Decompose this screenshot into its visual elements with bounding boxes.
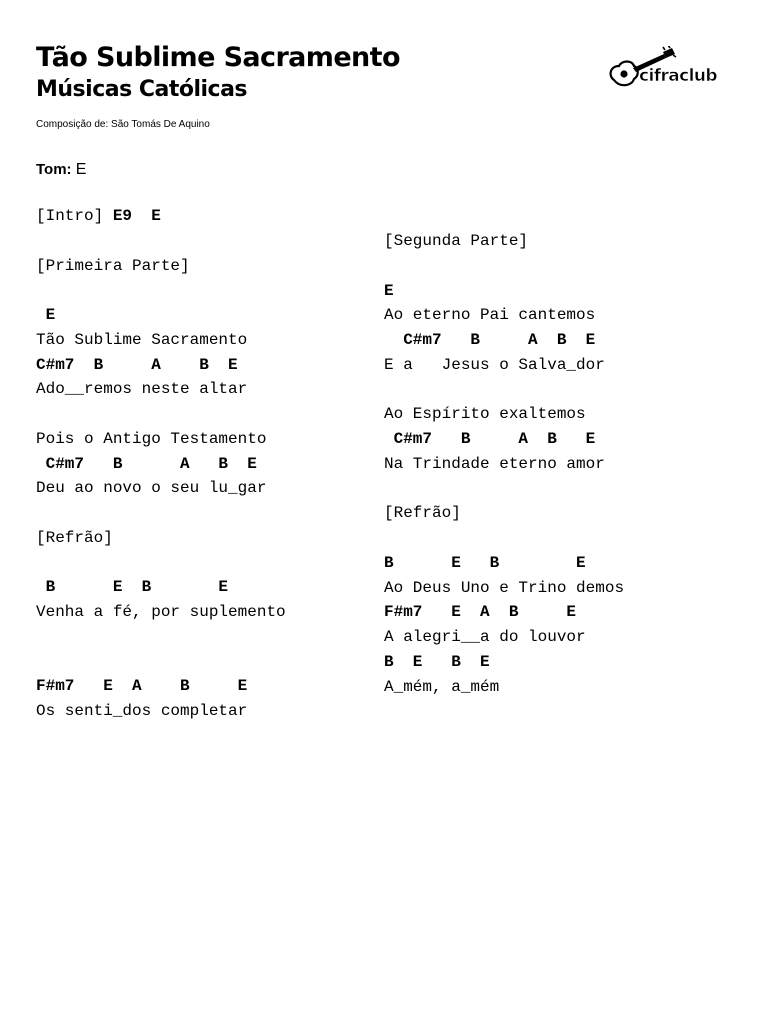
section-name: [Refrão] — [36, 528, 113, 547]
lyric-line: Na Trindade eterno amor — [384, 454, 605, 473]
chord-line: C#m7 B A B E — [384, 331, 596, 349]
lyric-line: Deu ao novo o seu lu_gar — [36, 479, 267, 498]
left-column — [36, 204, 286, 724]
section-label — [36, 254, 286, 279]
blank-line — [384, 378, 624, 403]
chord-line: C#m7 B A B E — [36, 454, 257, 473]
blank-line — [384, 526, 624, 551]
section-name: [Refrão] — [384, 504, 461, 523]
lyric-line: Ao eterno Pai cantemos — [384, 306, 596, 325]
song-title: Tão Sublime Sacramento — [36, 42, 400, 73]
chord-line: E — [384, 281, 394, 300]
section-name: [Segunda Parte] — [384, 232, 529, 250]
blank-line — [36, 229, 286, 254]
blank-line — [36, 625, 286, 650]
section-label — [384, 229, 624, 254]
blank-line — [36, 650, 286, 675]
cifraclub-logo — [606, 46, 722, 96]
chord-line: B E B E — [384, 652, 490, 671]
chord-line: B E B E — [384, 553, 586, 572]
section-label — [36, 526, 286, 551]
section-label — [36, 204, 286, 229]
chord-line: F#m7 E A B E — [36, 677, 248, 696]
chord-line: E — [36, 306, 56, 324]
key-value: E — [75, 161, 87, 178]
lyric-line: Os senti_dos completar — [36, 702, 248, 720]
blank-line — [36, 402, 286, 427]
artist-name: Músicas Católicas — [36, 77, 248, 102]
lyric-line: E a Jesus o Salva_dor — [384, 355, 605, 374]
lyric-line: A_mém, a_mém — [384, 677, 500, 696]
logo-text: cifraclub — [639, 66, 717, 86]
section-chords: E9 E — [112, 207, 161, 225]
lyric-line: Ao Espírito exaltemos — [384, 405, 586, 424]
lyric-line: Pois o Antigo Testamento — [36, 429, 267, 448]
section-name: [Primeira Parte] — [36, 256, 190, 275]
lyric-line: A alegri__a do louvor — [384, 628, 586, 646]
section-name: [Intro] — [36, 207, 113, 225]
chord-line: B E B E — [36, 578, 229, 597]
lyric-line: Venha a fé, por suplemento — [36, 603, 286, 621]
lyric-line: Tão Sublime Sacramento — [36, 330, 248, 349]
song-key — [36, 159, 86, 181]
blank-line — [36, 501, 286, 526]
blank-line — [36, 551, 286, 576]
right-column — [384, 229, 624, 699]
chord-line: C#m7 B A B E — [384, 430, 596, 448]
chord-line: C#m7 B A B E — [36, 355, 238, 374]
lyric-line: Ado__remos neste altar — [36, 380, 248, 399]
key-label: Tom: — [36, 161, 72, 178]
section-label — [384, 501, 624, 526]
blank-line — [36, 278, 286, 303]
blank-line — [384, 477, 624, 502]
composer-credit: Composição de: São Tomás De Aquino — [36, 119, 210, 130]
chord-line: F#m7 E A B E — [384, 603, 577, 622]
blank-line — [384, 254, 624, 279]
lyric-line: Ao Deus Uno e Trino demos — [384, 578, 625, 597]
